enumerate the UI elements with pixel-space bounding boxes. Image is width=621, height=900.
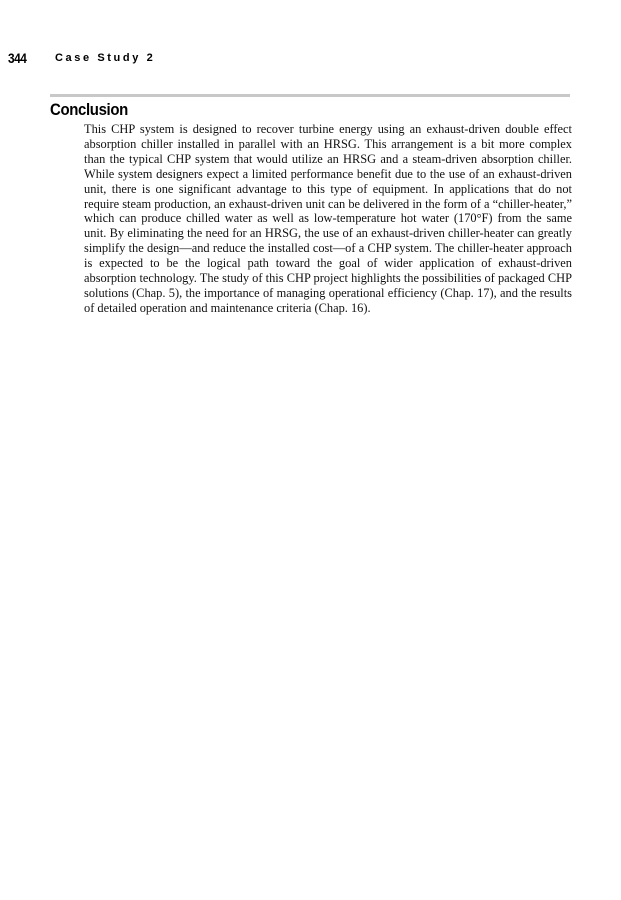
running-head: Case Study 2 — [55, 52, 156, 64]
body-paragraph: This CHP system is designed to recover turbine energy using an exhaust-driven double effect absorption chiller installed in parallel with an HRSG. This arrangement is a bit more complex than the typical CHP system that would utilize an HRSG and a steam-driven absorption chiller. While system designers expect a limited performance benefit due to the use of an exhaust-driven unit, there is one significant advantage to this type of equipment. In applications that do not require steam production, an exhaust-driven unit can be delivered in the form of a “chiller-heater,” which can produce chilled water as well as low-temperature hot water (170°F) from the same unit. By eliminating the need for an HRSG, the use of an exhaust-driven chiller-heater can greatly simplify the design—and reduce the installed cost—of a CHP system. The chiller-heater approach is expected to be the logical path toward the goal of wider application of exhaust-driven absorption technology. The study of this CHP project highlights the possibilities of packaged CHP solutions (Chap. 5), the importance of managing operational efficiency (Chap. 17), and the results of detailed operation and maintenance criteria (Chap. 16). — [84, 122, 572, 315]
section-heading: Conclusion — [50, 100, 128, 119]
section-divider — [50, 94, 570, 97]
page-number: 344 — [8, 50, 27, 66]
